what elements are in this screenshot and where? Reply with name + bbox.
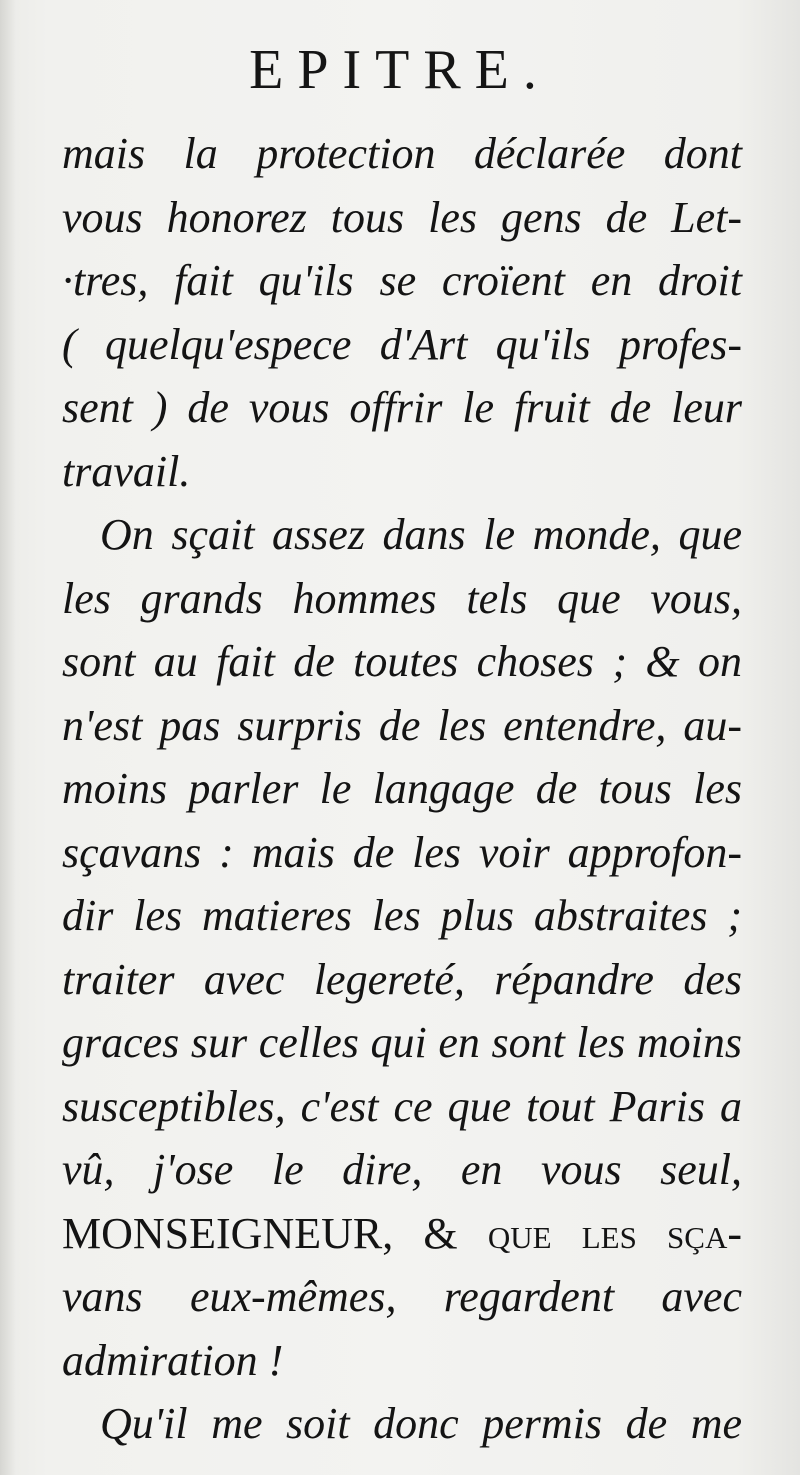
text-line: moins parler le langage de tous les xyxy=(62,764,742,813)
text-line: vans eux-mêmes, regardent avec xyxy=(62,1272,742,1321)
text-line: On sçait assez dans le monde, que xyxy=(100,510,742,559)
text-line: traiter avec legereté, répandre des xyxy=(62,954,742,1004)
text-line: vous honorez tous les gens de Let- xyxy=(62,192,742,242)
text-line: travail. xyxy=(62,446,191,496)
text-line: susceptibles, c'est ce que tout Paris a xyxy=(62,1081,742,1131)
running-head: EPITRE. xyxy=(249,39,551,101)
text-line: mais la protection déclarée dont xyxy=(62,129,742,178)
text-line: sont au fait de toutes choses ; & on xyxy=(62,637,742,686)
text-line: les grands hommes tels que vous, xyxy=(62,573,742,623)
text-line: n'est pas surpris de les entendre, au- xyxy=(62,700,742,750)
page-gutter-shadow xyxy=(0,0,16,1475)
text-line: MONSEIGNEUR, & que les sça- xyxy=(62,1208,742,1258)
text-line: sent ) de vous offrir le fruit de leur xyxy=(62,383,742,432)
body-text xyxy=(62,122,742,1456)
text-line: ·tres, fait qu'ils se croïent en droit xyxy=(62,256,742,305)
text-line: dir les matieres les plus abstraites ; xyxy=(62,891,742,940)
text-line: Qu'il me soit donc permis de me xyxy=(100,1399,742,1448)
text-line: admiration ! xyxy=(62,1335,284,1385)
text-line: graces sur celles qui en sont les moins xyxy=(62,1018,742,1067)
text-line: ( quelqu'espece d'Art qu'ils profes- xyxy=(62,319,742,369)
text-line: sçavans : mais de les voir approfon- xyxy=(62,827,742,877)
text-line: vû, j'ose le dire, en vous seul, xyxy=(62,1145,742,1194)
